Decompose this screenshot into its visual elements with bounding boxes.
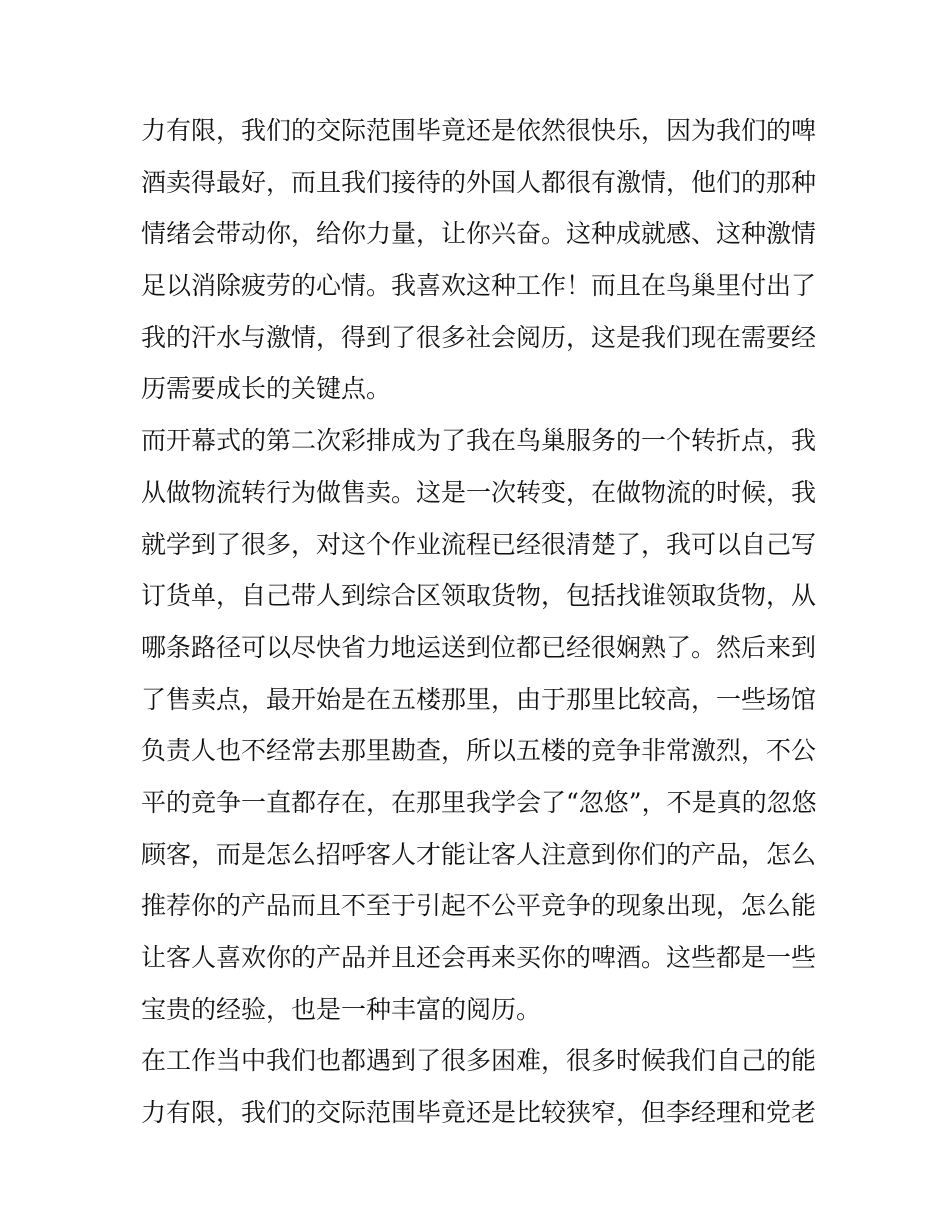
text-line-17: 让客人喜欢你的产品并且还会再来买你的啤酒。这些都是一些 xyxy=(141,943,817,972)
text-line-20: 力有限，我们的交际范围毕竟还是比较狭窄，但李经理和党老 xyxy=(141,1098,817,1128)
text-line-12: 了售卖点，最开始是在五楼那里，由于那里比较高，一些场馆 xyxy=(141,684,817,714)
text-line-10: 订货单，自己带人到综合区领取货物，包括找谁领取货物，从 xyxy=(141,581,817,611)
text-line-6: 历需要成长的关键点。 xyxy=(141,374,392,404)
text-line-13: 负责人也不经常去那里勘查，所以五楼的竞争非常激烈，不公 xyxy=(141,736,817,766)
text-line-7: 而开幕式的第二次彩排成为了我在鸟巢服务的一个转折点，我 xyxy=(141,426,817,456)
text-line-2: 酒卖得最好，而且我们接待的外国人都很有激情，他们的那种 xyxy=(141,167,817,197)
text-line-4: 足以消除疲劳的心情。我喜欢这种工作！而且在鸟巢里付出了 xyxy=(141,271,817,301)
text-line-19: 在工作当中我们也都遇到了很多困难，很多时候我们自己的能 xyxy=(141,1046,817,1076)
text-line-15: 顾客，而是怎么招呼客人才能让客人注意到你们的产品，怎么 xyxy=(141,839,817,869)
text-line-3: 情绪会带动你，给你力量，让你兴奋。这种成就感、这种激情 xyxy=(141,219,817,249)
text-line-9: 就学到了很多，对这个作业流程已经很清楚了，我可以自己写 xyxy=(141,529,817,559)
text-line-18: 宝贵的经验，也是一种丰富的阅历。 xyxy=(141,994,542,1024)
text-line-16: 推荐你的产品而且不至于引起不公平竞争的现象出现，怎么能 xyxy=(141,891,817,921)
text-line-5: 我的汗水与激情，得到了很多社会阅历，这是我们现在需要经 xyxy=(141,322,817,352)
document-body xyxy=(141,105,821,1139)
text-line-11: 哪条路径可以尽快省力地运送到位都已经很娴熟了。然后来到 xyxy=(141,632,817,662)
text-line-1: 力有限，我们的交际范围毕竟还是依然很快乐，因为我们的啤 xyxy=(141,116,817,145)
text-line-8: 从做物流转行为做售卖。这是一次转变，在做物流的时候，我 xyxy=(141,477,817,507)
text-line-14: 平的竞争一直都存在，在那里我学会了“忽悠”，不是真的忽悠 xyxy=(141,787,817,817)
